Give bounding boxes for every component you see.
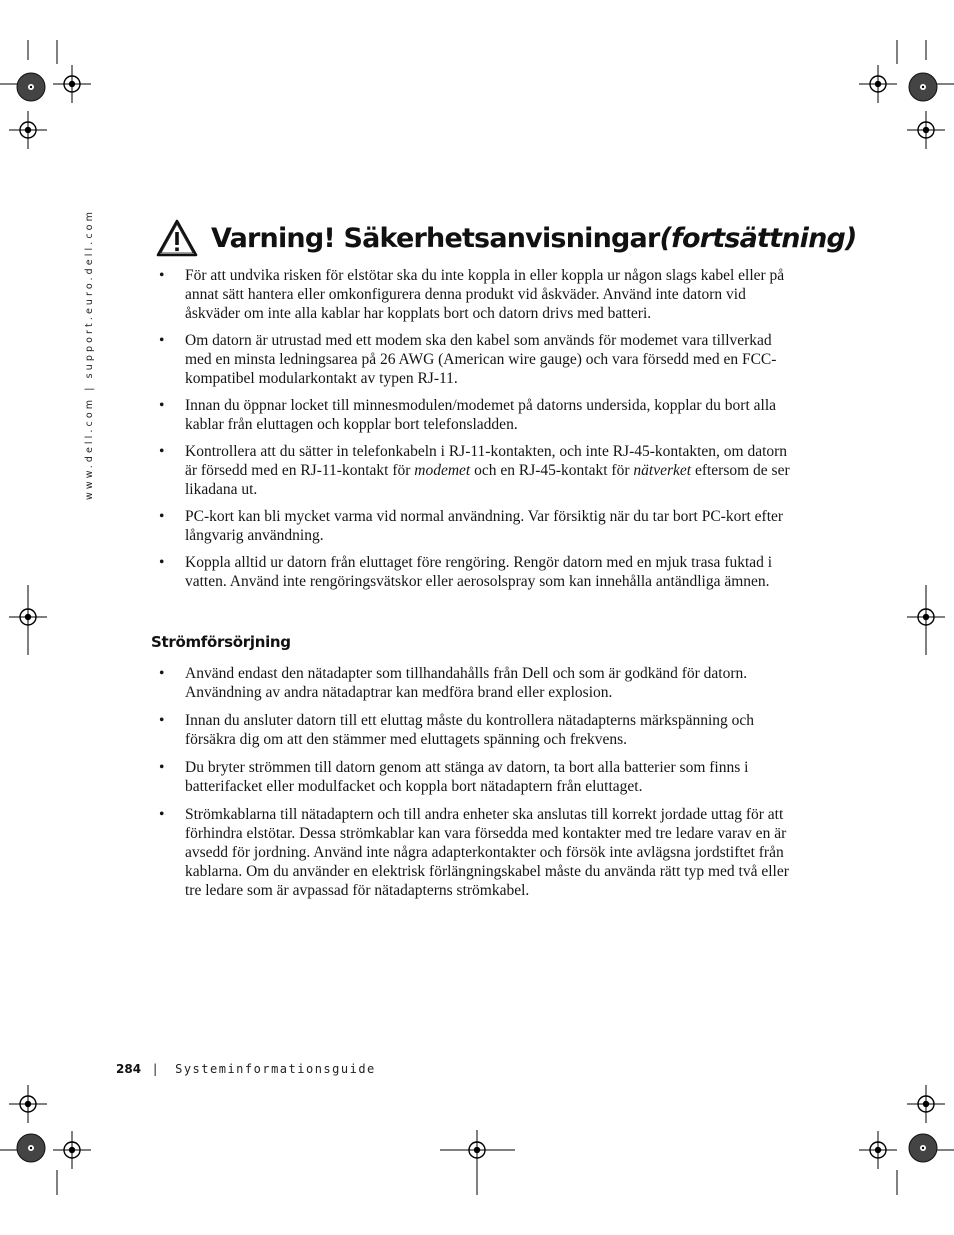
- registration-mark-icon: [9, 1085, 47, 1123]
- registration-mark-icon: [9, 111, 47, 149]
- page-title: Varning! Säkerhetsanvisningar: [211, 222, 660, 254]
- star-target-icon: [17, 73, 45, 101]
- list-item: • Strömkablarna till nätadaptern och till andra enheter ska anslutas till korrekt jordade uttag för att förhindra elstötar. Dessa strömkablar kan vara försedda med kontakter med tre ledare varav en är avsedd för jordning. Använd inte några adapterkontakter och försök inte avlägsna jordstiftet från kablarna. Om du använder en elektrisk förlängningskabel måste du använda rätt typ med två eller tre ledare som är avpassad för nätadapterns strömkabel.: [150, 805, 790, 900]
- star-target-icon: [909, 73, 937, 101]
- power-section-heading: Strömförsörjning: [151, 633, 291, 651]
- registration-mark-icon: [907, 111, 945, 149]
- registration-mark-icon: [53, 65, 91, 103]
- item-text: eftersom de ser likadana ut.: [185, 462, 790, 498]
- list-item: • För att undvika risken för elstötar ska du inte koppla in eller koppla ur någon slags kabel eller på annat sätt hantera eller omkonfigurera denna produkt vid åskväder. Använd inte datorn vid åskväder om inte alla kablar har kopplats bort och datorn drivs med batteri.: [150, 266, 790, 323]
- list-item: • PC-kort kan bli mycket varma vid normal användning. Var försiktig när du tar bort PC-kort efter långvarig användning.: [150, 507, 790, 545]
- registration-mark-icon: [907, 1085, 945, 1123]
- guide-title: Systeminformationsguide: [175, 1062, 376, 1076]
- footer-separator: |: [153, 1062, 158, 1076]
- page-number: 284: [116, 1062, 142, 1076]
- item-text: och en RJ-45-kontakt för: [470, 462, 634, 479]
- list-item: • Om datorn är utrustad med ett modem ska den kabel som används för modemet vara tillverkad med en minsta ledningsarea på 26 AWG (American wire gauge) och vara försedd med en FCC-kompatibel modularkontakt av typen RJ-11.: [150, 331, 790, 388]
- registration-mark-icon: [859, 1131, 897, 1169]
- page-title-suffix: (fortsättning): [659, 222, 857, 254]
- item-text: Kontrollera att du sätter in telefonkabeln i RJ-11-kontakten, och inte RJ-45-kontakten, om datorn är försedd med en RJ-11-kontakt för: [185, 443, 788, 479]
- star-target-icon: [17, 1134, 45, 1162]
- item-emphasis: nätverket: [633, 462, 692, 479]
- list-item: • Du bryter strömmen till datorn genom att stänga av datorn, ta bort alla batterier som finns i batterifacket eller modulfacket och koppla bort nätadaptern från eluttaget.: [150, 758, 790, 796]
- item-emphasis: modemet: [414, 462, 471, 479]
- star-target-icon: [909, 1134, 937, 1162]
- registration-mark-icon: [859, 65, 897, 103]
- list-item: • Använd endast den nätadapter som tillhandahålls från Dell och som är godkänd för datorn. Användning av andra nätadaptrar kan medföra brand eller explosion.: [150, 664, 790, 702]
- side-url-text: www.dell.com | support.euro.dell.com: [84, 209, 95, 500]
- list-item: • Innan du öppnar locket till minnesmodulen/modemet på datorns undersida, kopplar du bort alla kablar från eluttagen och kopplar bort telefonsladden.: [150, 396, 790, 434]
- list-item: • Koppla alltid ur datorn från eluttaget före rengöring. Rengör datorn med en mjuk trasa fuktad i vatten. Använd inte rengöringsvätskor eller aerosolspray som kan innehålla antändliga ämnen.: [150, 553, 790, 591]
- list-item: • Innan du ansluter datorn till ett eluttag måste du kontrollera nätadapterns märkspänning och försäkra dig om att den stämmer med eluttagets spänning och frekvens.: [150, 711, 790, 749]
- registration-mark-icon: [53, 1131, 91, 1169]
